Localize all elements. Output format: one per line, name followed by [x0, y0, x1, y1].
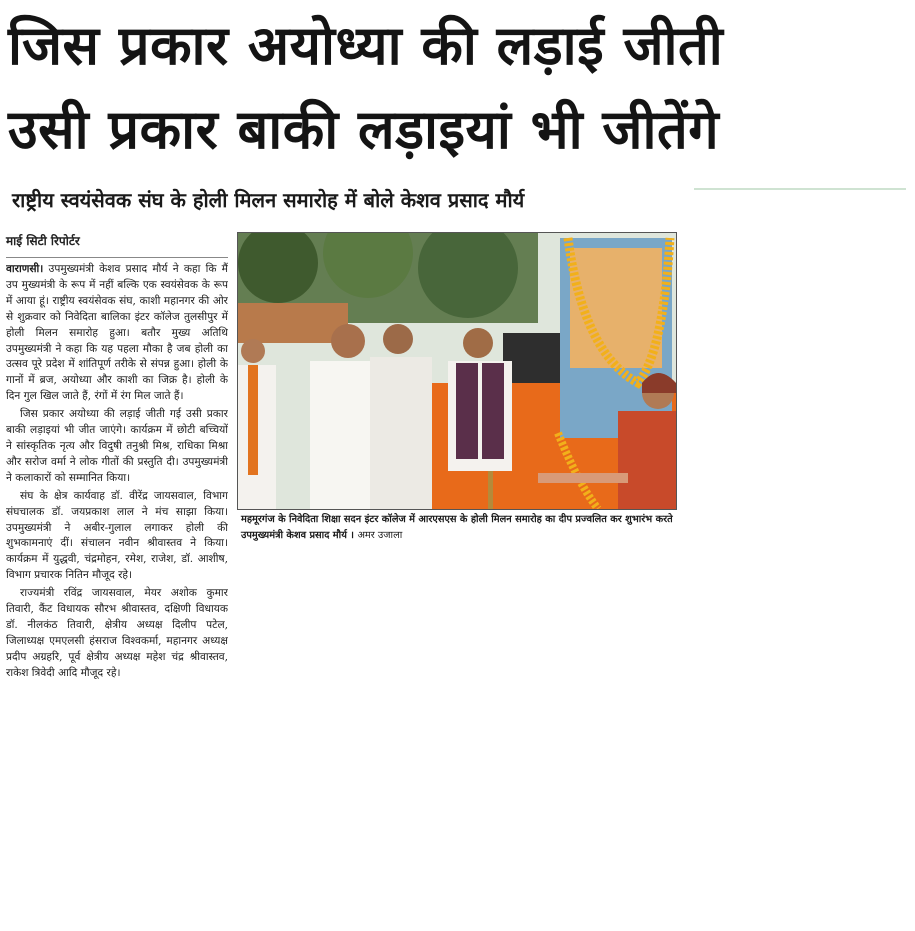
- story-paragraph-1-text: उपमुख्यमंत्री केशव प्रसाद मौर्य ने कहा कि मैं उप मुख्यमंत्री के रूप में नहीं बल्कि एक स्वयंसेवक के रूप में आया हूं। राष्ट्रीय स्वयंसेवक संघ, काशी महानगर की ओर से शुक्रवार को निवेदिता बालिका इंटर कॉलेज तुलसीपुर में होली मिलन समारोह हुआ। बतौर मुख्य अतिथि उपमुख्यमंत्री ने कहा कि यह पहला मौका है जब होली का उत्सव पूरे प्रदेश में शांतिपूर्ण तरीके से संपन्न हुआ। होली के गानों में ब्रज, अयोध्या और काशी का जिक्र है। होली के दिन गुल खिल जाते हैं, रंगों में रंग मिल जाते हैं।: [6, 263, 228, 403]
- column-divider-rule: [694, 188, 906, 190]
- story-body: [6, 262, 228, 928]
- photo-speaker: [503, 333, 568, 388]
- headline: [8, 4, 908, 172]
- headline-line-2: उसी प्रकार बाकी लड़ाइयां भी जीतेंगे: [8, 98, 720, 161]
- story-paragraph-4: राज्यमंत्री रविंद्र जायसवाल, मेयर अशोक कुमार तिवारी, कैंट विधायक सौरभ श्रीवास्तव, दक्षिणी विधायक डॉ. नीलकंठ तिवारी, क्षेत्रीय अध्यक्ष दिलीप पटेल, जिलाध्यक्ष एमएलसी हंसराज विश्वकर्मा, महानगर अध्यक्ष प्रदीप अग्रहरि, पूर्व क्षेत्रीय अध्यक्ष महेश चंद्र श्रीवास्तव, राकेश त्रिवेदी आदि मौजूद रहे।: [6, 587, 228, 679]
- story-paragraph-1: [6, 262, 228, 405]
- story-paragraph-3: संघ के क्षेत्र कार्यवाह डॉ. वीरेंद्र जायसवाल, विभाग संघचालक डॉ. जयप्रकाश लाल ने मंच साझा किया। उपमुख्यमंत्री ने अबीर-गुलाल लगाकर होली की शुभकामनाएं दीं। संचालन नवीन श्रीवास्तव ने किया। कार्यक्रम में युद्धवी, चंद्रमोहन, रमेश, राजेश, डॉ. आशीष, विभाग प्रचारक नितिन मौजूद रहे।: [6, 489, 228, 582]
- story-paragraph-2: जिस प्रकार अयोध्या की लड़ाई जीती गई उसी प्रकार बाकी लड़ाइयां भी जीत जाएंगे। कार्यक्रम में छोटी बच्चियों ने सांस्कृतिक नृत्य और विदुषी तनुश्री मिश्र, राधिका मिश्रा और सरोज वर्मा ने लोक गीतों की प्रस्तुति दी। उपमुख्यमंत्री ने कलाकारों को सम्मानित किया।: [6, 408, 228, 484]
- headline-line-1: जिस प्रकार अयोध्या की लड़ाई जीती: [8, 14, 724, 77]
- event-photo: [237, 232, 677, 510]
- photo-credit: अमर उजाला: [357, 530, 403, 541]
- subheadline: राष्ट्रीय स्वयंसेवक संघ के होली मिलन समारोह में बोले केशव प्रसाद मौर्य: [12, 188, 525, 212]
- photo-caption: [241, 512, 673, 544]
- dateline: वाराणसी।: [6, 263, 44, 275]
- byline-rule: [6, 257, 228, 258]
- byline: माई सिटी रिपोर्टर: [6, 234, 80, 248]
- event-photo-illustration: [238, 233, 676, 509]
- photo-caption-text: महमूरगंज के निवेदिता शिक्षा सदन इंटर कॉलेज में आरएसएस के होली मिलन समारोह का दीप प्रज्वलित कर शुभारंभ करते उपमुख्यमंत्री केशव प्रसाद मौर्य ।: [241, 514, 673, 541]
